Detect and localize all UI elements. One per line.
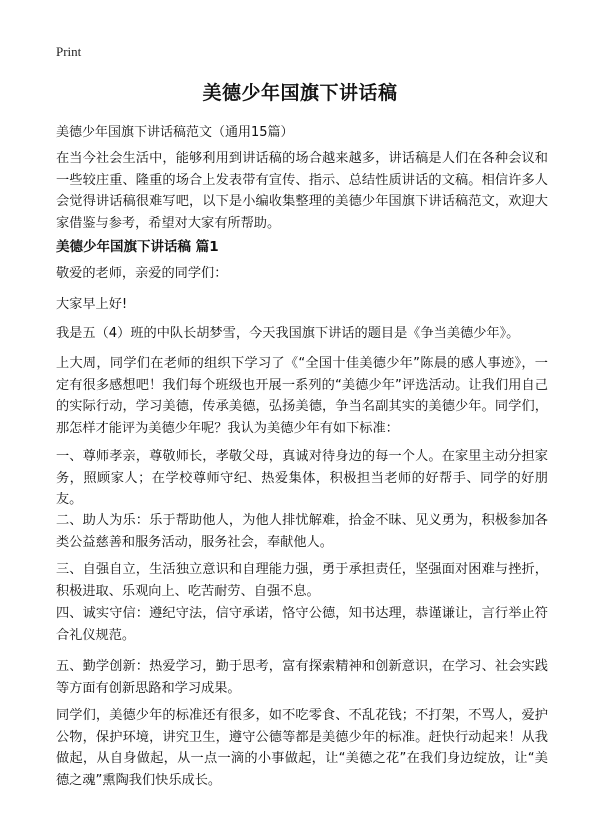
paragraph-greeting: 大家早上好! <box>56 297 128 312</box>
paragraph-background: 上大周，同学们在老师的组织下学习了《“全国十佳美德少年”陈晨的感人事迹》，一定有很多感想吧！我们每个班级也开展一系列的“美德少年”评选活动。让我们用自己的实际行动，学习美德，传承美德，弘扬美德，争当名副其实的美德少年。同学们，那怎样才能评为美德少年呢？我认为美德少年有如下标准： <box>56 356 548 436</box>
paragraph-standard-5: 五、勤学创新：热爱学习，勤于思考，富有探索精神和创新意识，在学习、社会实践等方面有创新思路和学习成果。 <box>56 659 548 696</box>
paragraph-standard-2: 二、助人为乐：乐于帮助他人，为他人排忧解难，拾金不昧、见义勇为，积极参加各类公益慈善和服务活动，服务社会，奉献他人。 <box>56 513 548 550</box>
section-heading: 美德少年国旗下讲话稿 篇1 <box>56 239 219 255</box>
paragraph-standard-3: 三、自强自立，生活独立意识和自理能力强，勇于承担责任，坚强面对困难与挫折，积极进取、乐观向上、吃苦耐劳、自强不息。 <box>56 562 548 599</box>
paragraph-self-intro: 我是五（4）班的中队长胡梦雪，今天我国旗下讲话的题目是《争当美德少年》。 <box>56 326 520 341</box>
print-link[interactable]: Print <box>56 44 82 59</box>
intro-paragraph: 在当今社会生活中，能够利用到讲话稿的场合越来越多，讲话稿是人们在各种会议和一些较庄重、隆重的场合上发表带有宣传、指示、总结性质讲话的文稿。相信许多人会觉得讲话稿很难写吧，以下是小编收集整理的美德少年国旗下讲话稿范文，欢迎大家借鉴与参考，希望对大家有所帮助。 <box>56 151 548 231</box>
article-subtitle: 美德少年国旗下讲话稿范文（通用15篇） <box>56 125 294 140</box>
paragraph-standard-4: 四、诚实守信：遵纪守法，信守承诺，恪守公德，知书达理，恭谨谦让，言行举止符合礼仪规范。 <box>56 606 548 643</box>
page-title: 美德少年国旗下讲话稿 <box>202 82 398 104</box>
paragraph-conclusion: 同学们，美德少年的标准还有很多，如不吃零食、不乱花钱；不打架，不骂人，爱护公物，保护环境，讲究卫生，遵守公德等都是美德少年的标准。赶快行动起来！从我做起，从自身做起，从一点一滴的小事做起，让“美德之花”在我们身边绽放，让“美德之魂”熏陶我们快乐成长。 <box>56 708 548 788</box>
paragraph-salutation: 敬爱的老师，亲爱的同学们： <box>56 266 228 281</box>
paragraph-standard-1: 一、尊师孝亲，尊敬师长，孝敬父母，真诚对待身边的每一个人。在家里主动分担家务，照顾家人；在学校尊师守纪、热爱集体，积极担当老师的好帮手、同学的好朋友。 <box>56 449 548 507</box>
